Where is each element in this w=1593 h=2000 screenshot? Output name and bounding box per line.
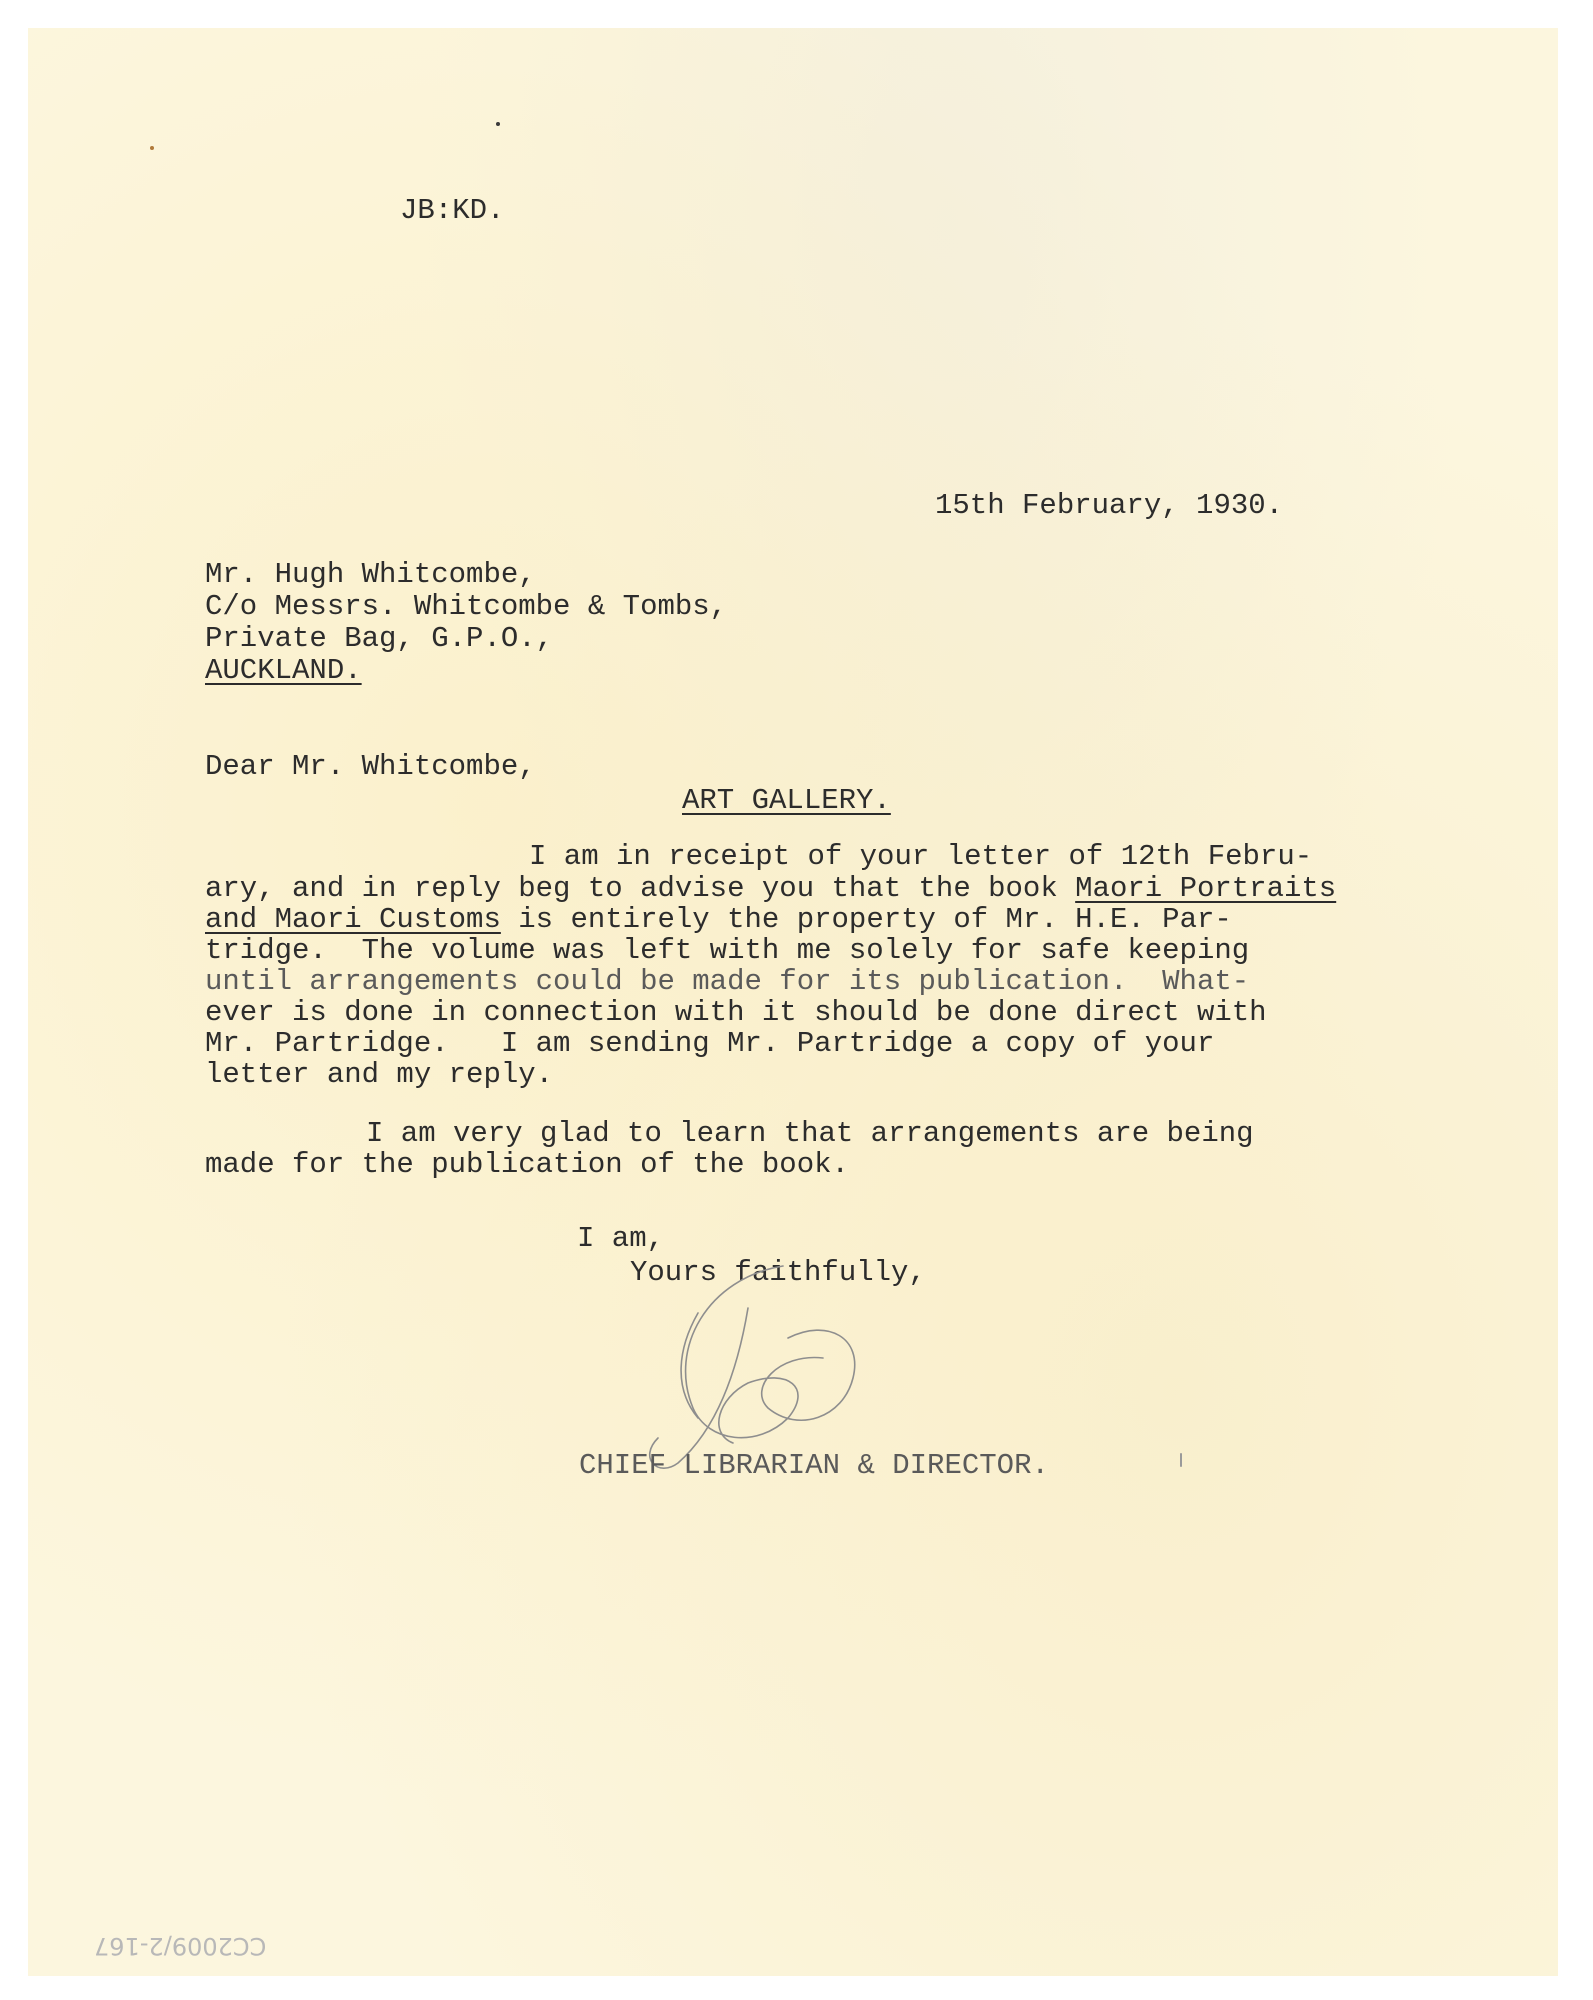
body-text: ary, and in reply beg to advise you that the book [205, 872, 1076, 905]
recipient-name: Mr. Hugh Whitcombe, [205, 558, 536, 591]
salutation: Dear Mr. Whitcombe, [205, 750, 536, 783]
letter-date: 15th February, 1930. [935, 489, 1284, 522]
signature-initials [638, 1258, 888, 1478]
body-line: letter and my reply. [205, 1058, 554, 1091]
body-line [205, 905, 1232, 934]
closing-line: I am, [577, 1222, 665, 1255]
signatory-title: CHIEF LIBRARIAN & DIRECTOR. [579, 1449, 1049, 1482]
recipient-care-of: C/o Messrs. Whitcombe & Tombs, [205, 590, 728, 623]
book-title: Maori Portraits [1075, 872, 1337, 905]
body-line: I am very glad to learn that arrangements are being [366, 1117, 1254, 1150]
body-line: made for the publication of the book. [205, 1148, 849, 1181]
pencil-tick [1180, 1453, 1182, 1467]
body-line: until arrangements could be made for its publication. What- [205, 965, 1250, 998]
body-line: ever is done in connection with it should be done direct with [205, 996, 1267, 1029]
archive-reference: CC2009/2-167 [94, 1932, 267, 1960]
book-title-cont: and Maori Customs [205, 903, 501, 936]
ink-spot [150, 146, 154, 150]
body-line: I am in receipt of your letter of 12th Febru- [529, 840, 1313, 873]
closing-valediction: Yours faithfully, [630, 1256, 926, 1289]
subject-heading: ART GALLERY. [682, 784, 891, 817]
reference-initials: JB:KD. [400, 194, 505, 227]
body-text: is entirely the property of Mr. H.E. Par- [500, 903, 1232, 936]
recipient-address-line: Private Bag, G.P.O., [205, 622, 554, 655]
body-line: Mr. Partridge. I am sending Mr. Partridge a copy of your [205, 1027, 1215, 1060]
letter-page [28, 28, 1558, 1976]
body-line: tridge. The volume was left with me solely for safe keeping [205, 934, 1250, 967]
recipient-city: AUCKLAND. [205, 654, 362, 687]
ink-spot [496, 122, 500, 126]
body-line [205, 874, 1336, 903]
